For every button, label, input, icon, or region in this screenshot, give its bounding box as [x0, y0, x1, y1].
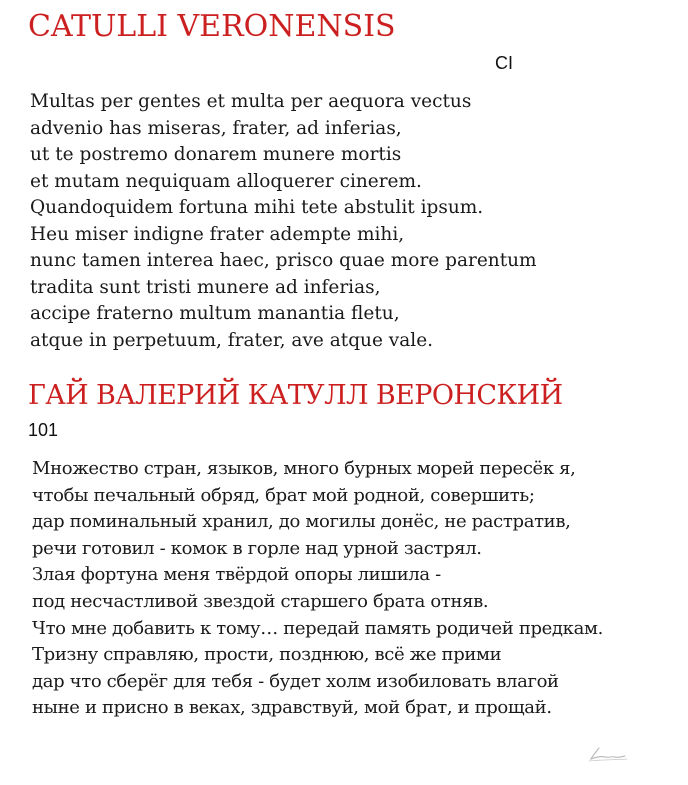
- russian-poem-line: Злая фортуна меня твёрдой опоры лишила -: [32, 564, 441, 586]
- latin-poem-line: nunc tamen interea haec, prisco quae more parentum: [30, 250, 537, 271]
- russian-poem-line: ныне и присно в веках, здравствуй, мой брат, и прощай.: [32, 697, 552, 719]
- russian-poem-line: дар поминальный хранил, до могилы донёс, не растратив,: [32, 511, 571, 533]
- russian-poem-line: Что мне добавить к тому… передай память родичей предкам.: [32, 617, 603, 639]
- latin-poem-line: accipe fraterno multum manantia fletu,: [30, 303, 400, 324]
- russian-poem: [32, 456, 603, 722]
- handwritten-signature-icon: [587, 744, 631, 766]
- latin-poem-line: Heu miser indigne frater adempte mihi,: [30, 223, 405, 245]
- russian-poem-line: речи готовил - комок в горле над урной застрял.: [32, 537, 482, 559]
- latin-poem: [30, 89, 537, 354]
- russian-poem-line: Множество стран, языков, много бурных морей пересёк я,: [32, 458, 576, 479]
- latin-poem-line: atque in perpetuum, frater, ave atque vale.: [30, 329, 434, 351]
- latin-poem-line: tradita sunt tristi munere ad inferias,: [30, 276, 381, 298]
- latin-poem-line: Multas per gentes et multa per aequora vectus: [30, 91, 472, 112]
- russian-poem-line: под несчастливой звездой старшего брата отняв.: [32, 590, 489, 612]
- latin-poem-line: ut te postremo donarem munere mortis: [30, 144, 402, 165]
- latin-poem-line: Quandoquidem fortuna mihi tete abstulit ipsum.: [30, 197, 484, 218]
- russian-poem-line: дар что сберёг для тебя - будет холм изобиловать влагой: [32, 670, 559, 692]
- latin-title: CATULLI VERONENSIS: [28, 9, 396, 44]
- russian-title: ГАЙ ВАЛЕРИЙ КАТУЛЛ ВЕРОНСКИЙ: [28, 380, 563, 411]
- russian-poem-line: Тризну справляю, прости, позднюю, всё же прими: [32, 644, 502, 666]
- russian-poem-line: чтобы печальный обряд, брат мой родной, совершить;: [32, 484, 535, 506]
- latin-poem-number: CI: [495, 53, 513, 73]
- russian-poem-number: 101: [28, 420, 59, 440]
- latin-poem-line: advenio has miseras, frater, ad inferias,: [30, 117, 402, 139]
- latin-poem-line: et mutam nequiquam alloquerer cinerem.: [30, 170, 422, 192]
